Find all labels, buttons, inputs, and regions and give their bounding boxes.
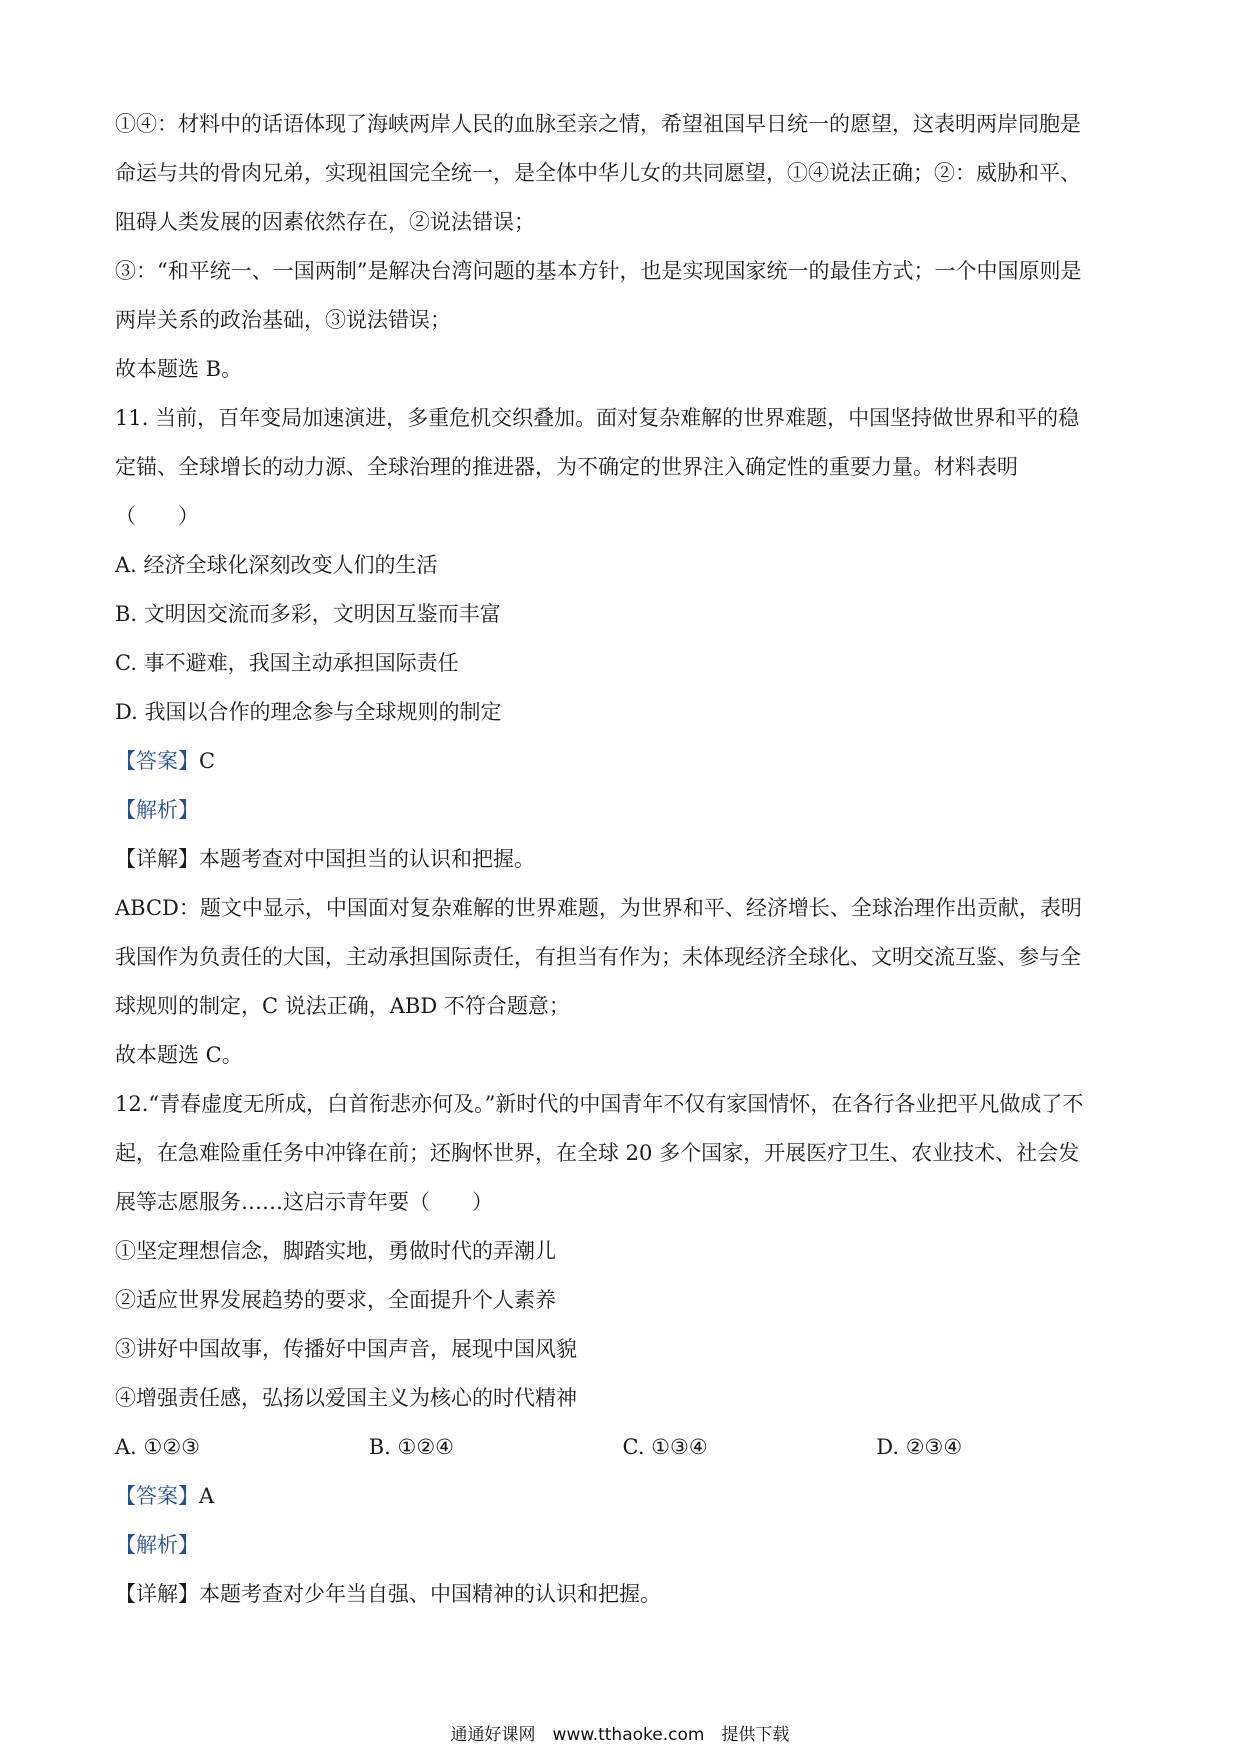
page-content — [115, 100, 1130, 1619]
q11-stem-blank: （ ） — [115, 504, 199, 528]
prev-explanation-line: 两岸关系的政治基础，③说法错误； — [115, 308, 451, 332]
q11-analysis — [115, 786, 1130, 835]
detail-tag: 【详解】 — [115, 1582, 199, 1606]
q12-statement: ②适应世界发展趋势的要求，全面提升个人素养 — [115, 1288, 556, 1312]
page-footer: 通通好课网 www.tthaoke.com 提供下载 — [450, 1725, 790, 1745]
q12-statement: ③讲好中国故事，传播好中国声音，展现中国风貌 — [115, 1337, 577, 1361]
q12-statement: ①坚定理想信念，脚踏实地，勇做时代的弄潮儿 — [115, 1239, 556, 1263]
detail-text: 本题考查对少年当自强、中国精神的认识和把握。 — [199, 1582, 661, 1606]
q11-option-d: D. 我国以合作的理念参与全球规则的制定 — [115, 700, 502, 724]
prev-explanation-line: ①④：材料中的话语体现了海峡两岸人民的血脉至亲之情，希望祖国早日统一的愿望，这表明两岸同胞是 — [115, 112, 1081, 136]
answer-value: C — [199, 749, 216, 773]
prev-explanation-line: 阻碍人类发展的因素依然存在，②说法错误； — [115, 210, 535, 234]
prev-explanation-line: 命运与共的骨肉兄弟，实现祖国完全统一，是全体中华儿女的共同愿望，①④说法正确；②：威胁和平、 — [115, 161, 1081, 185]
q12-option-d: D. ②③④ — [876, 1435, 963, 1459]
prev-conclusion: 故本题选 B。 — [115, 357, 243, 381]
q11-explanation-line: 我国作为负责任的大国，主动承担国际责任，有担当有作为；未体现经济全球化、文明交流互鉴、参与全 — [115, 945, 1081, 969]
q11-stem-line: 定锚、全球增长的动力源、全球治理的推进器，为不确定的世界注入确定性的重要力量。材料表明 — [115, 455, 1018, 479]
q12-stem-line: 展等志愿服务……这启示青年要（ ） — [115, 1190, 493, 1214]
prev-explanation-line: ③：“和平统一、一国两制”是解决台湾问题的基本方针，也是实现国家统一的最佳方式；一个中国原则是 — [115, 259, 1082, 283]
q12-option-a: A. ①②③ — [115, 1435, 200, 1459]
q12-stem-line: 12.“青春虚度无所成，白首衔悲亦何及。”新时代的中国青年不仅有家国情怀，在各行各业把平凡做成了不 — [115, 1092, 1084, 1116]
q11-option-c: C. 事不避难，我国主动承担国际责任 — [115, 651, 459, 675]
q12-option-b: B. ①②④ — [368, 1435, 455, 1459]
q12-statement: ④增强责任感，弘扬以爱国主义为核心的时代精神 — [115, 1386, 577, 1410]
q11-explanation-line: ABCD：题文中显示，中国面对复杂难解的世界难题，为世界和平、经济增长、全球治理作出贡献，表明 — [115, 896, 1082, 920]
q11-answer — [115, 737, 1130, 786]
answer-value: A — [199, 1484, 215, 1508]
q12-option-c: C. ①③④ — [622, 1435, 708, 1459]
q12-answer — [115, 1472, 1130, 1521]
q12-options — [115, 1423, 1130, 1472]
q11-option-b: B. 文明因交流而多彩，文明因互鉴而丰富 — [115, 602, 501, 626]
q11-explanation-line: 球规则的制定，C 说法正确，ABD 不符合题意； — [115, 994, 570, 1018]
q11-stem-line: 11. 当前，百年变局加速演进，多重危机交织叠加。面对复杂难解的世界难题，中国坚持做世界和平的稳 — [115, 406, 1080, 430]
analysis-tag: 【解析】 — [115, 1533, 199, 1557]
answer-tag: 【答案】 — [115, 749, 199, 773]
q12-detail — [115, 1570, 1130, 1619]
detail-tag: 【详解】 — [115, 847, 199, 871]
detail-text: 本题考查对中国担当的认识和把握。 — [199, 847, 535, 871]
q11-option-a: A. 经济全球化深刻改变人们的生活 — [115, 553, 438, 577]
q11-detail — [115, 835, 1130, 884]
analysis-tag: 【解析】 — [115, 798, 199, 822]
answer-tag: 【答案】 — [115, 1484, 199, 1508]
q12-stem-line: 起，在急难险重任务中冲锋在前；还胸怀世界，在全球 20 多个国家，开展医疗卫生、农业技术、社会发 — [115, 1141, 1080, 1165]
q11-conclusion: 故本题选 C。 — [115, 1043, 243, 1067]
q12-analysis — [115, 1521, 1130, 1570]
